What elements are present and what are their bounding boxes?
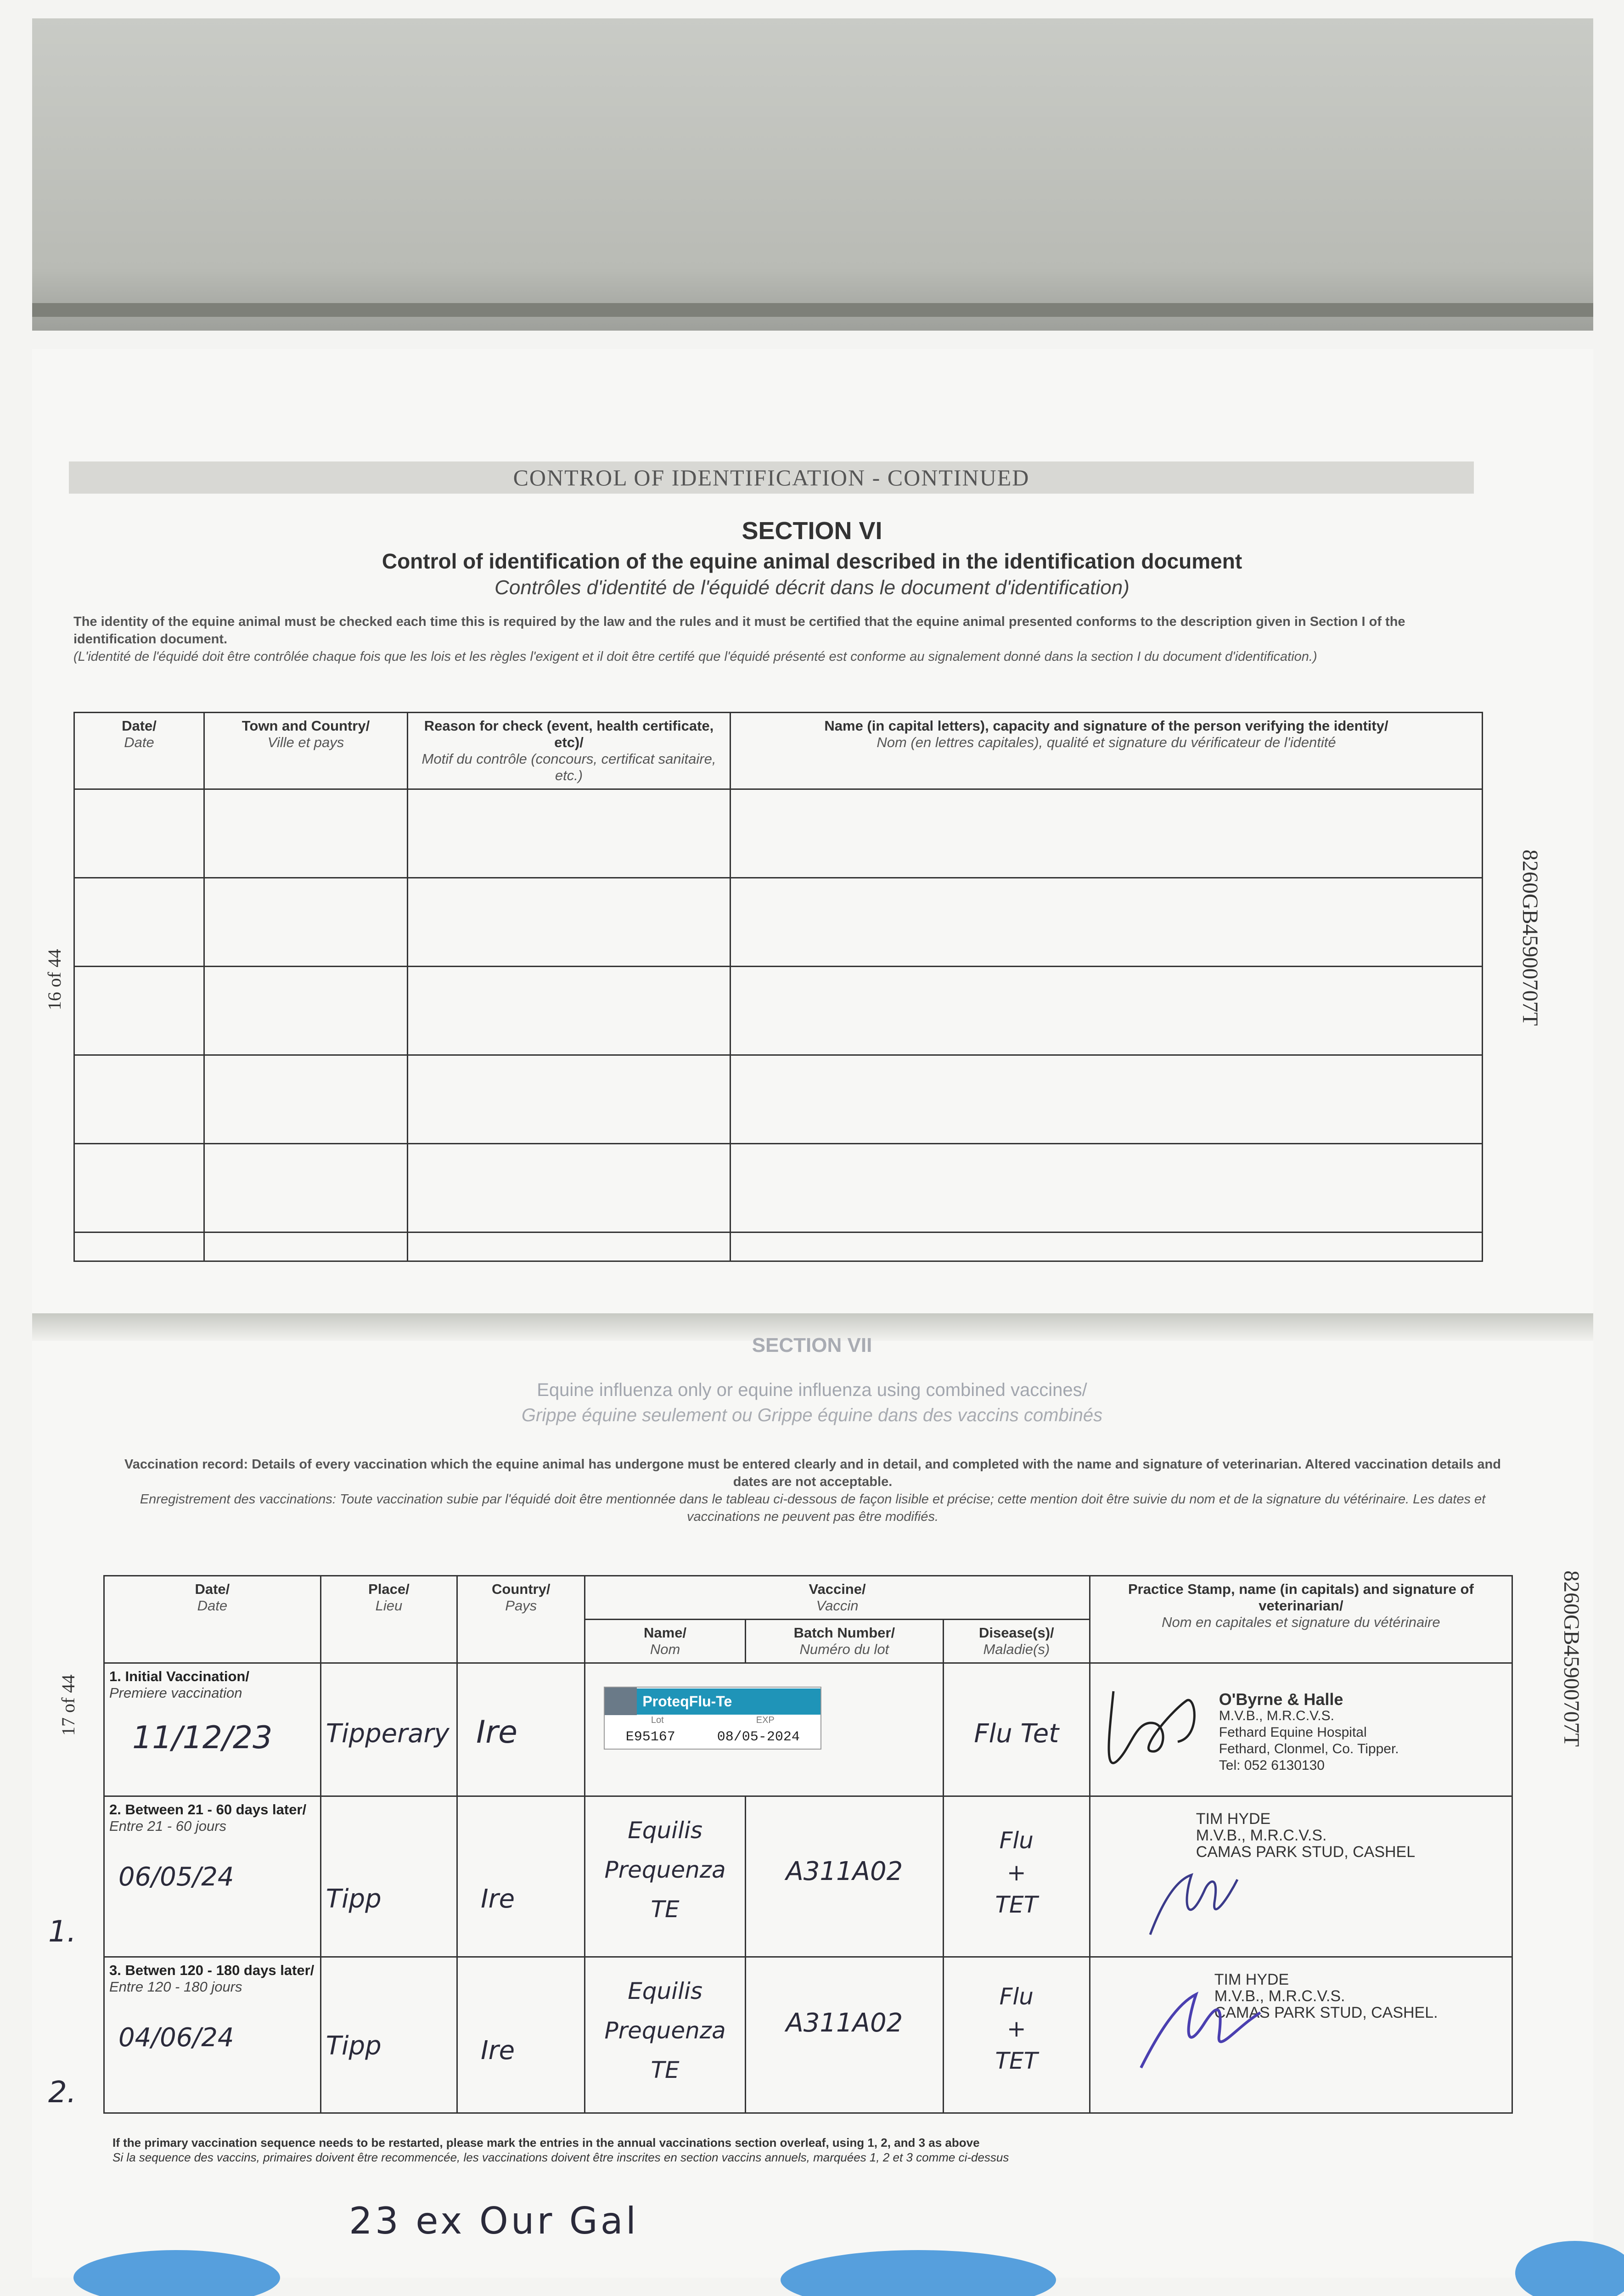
row3-stamp-cell	[1090, 1957, 1512, 2113]
col-v-batch: Batch Number/ Numéro du lot	[745, 1620, 943, 1663]
row3-date-cell: 3. Betwen 120 - 180 days later/ Entre 120 - 180 jours 04/06/24	[104, 1957, 321, 2113]
section6-para-en: The identity of the equine animal must be checked each time this is required by the law and the rules and it must be certified that the equine animal presented conforms to the description given in Section I of the identification document.	[73, 614, 1405, 647]
row2-disease: Flu + TET	[995, 1827, 1038, 1918]
row3-vaccine-name: Equilis Prequenza TE	[604, 1978, 726, 2083]
side-code-bottom: 8260GB45900707T	[1559, 1570, 1584, 1747]
vaccination-table	[103, 1575, 1513, 2114]
row2-place: Tipp	[326, 1884, 382, 1914]
col-v-country: Country/ Pays	[457, 1576, 585, 1663]
table-row	[74, 878, 1483, 967]
row3-disease-cell	[943, 1957, 1090, 2113]
row2-country: Ire	[481, 1884, 515, 1914]
sticker-brand: ProteqFlu-Te	[637, 1688, 820, 1715]
col-v-stamp: Practice Stamp, name (in capitals) and signature of veterinarian/ Nom en capitales et signature du vétérinaire	[1090, 1576, 1512, 1663]
sticker-exp-label: EXP	[756, 1715, 775, 1725]
col-town: Town and Country/ Ville et pays	[204, 713, 408, 789]
col-v-place: Place/ Lieu	[320, 1576, 457, 1663]
col-verifier: Name (in capital letters), capacity and signature of the person verifying the identity/ Nom (en lettres capitales), qualité et signature du vérificateur de l'identité	[731, 713, 1483, 789]
section6-paragraph	[73, 613, 1474, 665]
row1-date-cell: 1. Initial Vaccination/ Premiere vaccination 11/12/23	[104, 1663, 321, 1796]
section7-para-en: Vaccination record: Details of every vaccination which the equine animal has undergone must be entered clearly and in detail, and completed with the name and signature of veterinarian. Altered vaccination details and dates are not acceptable.	[124, 1457, 1501, 1489]
row3-country-cell	[457, 1957, 585, 2113]
col-reason: Reason for check (event, health certificate, etc)/ Motif du contrôle (concours, certificat sanitaire, etc.)	[408, 713, 731, 789]
side-code-top: 8260GB45900707T	[1518, 850, 1542, 1026]
vaccine-sticker	[604, 1687, 821, 1750]
page-number-17: 17 of 44	[58, 1674, 79, 1736]
row1-country-cell	[457, 1663, 585, 1796]
band-title: CONTROL OF IDENTIFICATION - CONTINUED	[69, 461, 1474, 494]
row3-country: Ire	[481, 2036, 515, 2065]
row2-stamp-cell	[1090, 1796, 1512, 1957]
row2-disease-cell	[943, 1796, 1090, 1957]
row1-stamp-cell	[1090, 1663, 1512, 1796]
section7-title-en: Equine influenza only or equine influenza using combined vaccines/	[537, 1380, 1087, 1400]
margin-mark-1: 1.	[48, 1915, 77, 1949]
row3-place-cell	[320, 1957, 457, 2113]
stamp-hyde-1: TIM HYDE M.V.B., M.R.C.V.S. CAMAS PARK STUD, CASHEL	[1196, 1810, 1416, 1861]
row1-country: Ire	[476, 1714, 517, 1750]
signature-scribble-icon	[1095, 1682, 1214, 1783]
vaccination-row	[104, 1663, 1512, 1796]
table-row	[74, 1144, 1483, 1232]
section7-paragraph	[112, 1456, 1513, 1525]
row3-batch: A311A02	[786, 2008, 903, 2038]
footnote-fr: Si la sequence des vaccins, primaires doivent être recommencée, les vaccinations doivent être inscrites en section vaccins annuels, marquées 1, 2 et 3 comme ci-dessus	[112, 2150, 1009, 2164]
signature-hyde-2-icon	[1132, 1985, 1270, 2077]
row1-disease: Flu Tet	[974, 1719, 1059, 1749]
row3-batch-cell	[745, 1957, 943, 2113]
footnote-en: If the primary vaccination sequence needs to be restarted, please mark the entries in the annual vaccinations section overleaf, using 1, 2, and 3 as above	[112, 2136, 980, 2150]
col-v-name: Name/ Nom	[585, 1620, 746, 1663]
row2-date-cell: 2. Between 21 - 60 days later/ Entre 21 - 60 jours 06/05/24	[104, 1796, 321, 1957]
vaccination-row	[104, 1796, 1512, 1957]
sticker-lot-label: Lot	[651, 1715, 664, 1725]
horse-logo-icon	[605, 1688, 637, 1715]
section7-heading: SECTION VII	[752, 1334, 872, 1356]
table-row	[74, 789, 1483, 878]
row1-place-cell	[320, 1663, 457, 1796]
section7-para-fr: Enregistrement des vaccinations: Toute vaccination subie par l'équidé doit être mentionnée dans le tableau ci-dessous de façon lisible et précise; cette mention doit être suivie du nom et de la signature du vétérinaire. Les dates et vaccinations ne peuvent pas être modifiés.	[140, 1492, 1486, 1524]
row1-place: Tipperary	[326, 1719, 450, 1749]
col-v-date: Date/ Date	[104, 1576, 321, 1663]
col-date: Date/ Date	[74, 713, 204, 789]
section6-title-fr: Contrôles d'identité de l'équidé décrit dans le document d'identification)	[495, 576, 1129, 599]
page-number-16: 16 of 44	[44, 949, 65, 1010]
row3-disease: Flu + TET	[995, 1983, 1038, 2074]
table-row	[74, 1232, 1483, 1261]
row2-place-cell	[320, 1796, 457, 1957]
row3-date: 04/06/24	[118, 2023, 234, 2053]
section7-title-fr: Grippe équine seulement ou Grippe équine dans des vaccins combinés	[521, 1405, 1103, 1425]
signature-hyde-1-icon	[1136, 1861, 1256, 1944]
row2-vaccine-name: Equilis Prequenza TE	[604, 1817, 726, 1923]
handwritten-note: 23 ex Our Gal	[349, 2200, 639, 2242]
row1-disease-cell	[943, 1663, 1090, 1796]
section6-title-en: Control of identification of the equine animal described in the identification document	[382, 549, 1242, 573]
row2-batch: A311A02	[786, 1857, 903, 1886]
col-v-disease: Disease(s)/ Maladie(s)	[943, 1620, 1090, 1663]
row2-name-cell	[585, 1796, 746, 1957]
sticker-lot: E95167	[625, 1729, 675, 1745]
row1-vaccine-cell	[585, 1663, 944, 1796]
section6-heading: SECTION VI	[742, 517, 882, 545]
row2-batch-cell	[745, 1796, 943, 1957]
margin-mark-2: 2.	[48, 2076, 77, 2110]
row2-country-cell	[457, 1796, 585, 1957]
table-row	[74, 967, 1483, 1055]
row2-date: 06/05/24	[118, 1862, 234, 1892]
row1-date: 11/12/23	[132, 1720, 273, 1756]
section6-para-fr: (L'identité de l'équidé doit être contrôlée chaque fois que les lois et les règles l'exigent et il doit être certifé que l'équidé présenté est conforme au signalement donné dans la section I du document d'identification.)	[73, 649, 1317, 664]
stamp-obyrne: O'Byrne & Halle M.V.B., M.R.C.V.S. Fethard Equine Hospital Fethard, Clonmel, Co. Tipper. Tel: 052 6130130	[1219, 1690, 1399, 1773]
stamp-hyde-2: TIM HYDE M.V.B., M.R.C.V.S. CAMAS PARK STUD, CASHEL.	[1214, 1971, 1438, 2021]
scan-edge	[32, 303, 1593, 317]
row3-place: Tipp	[326, 2031, 382, 2061]
identity-check-table	[73, 712, 1483, 1262]
sticker-exp: 08/05-2024	[717, 1729, 800, 1745]
scan-shadow	[32, 18, 1593, 331]
table-row	[74, 1055, 1483, 1144]
vaccination-row	[104, 1957, 1512, 2113]
row3-name-cell	[585, 1957, 746, 2113]
col-v-vaccine: Vaccine/ Vaccin	[585, 1576, 1090, 1620]
footnote	[112, 2135, 1009, 2165]
